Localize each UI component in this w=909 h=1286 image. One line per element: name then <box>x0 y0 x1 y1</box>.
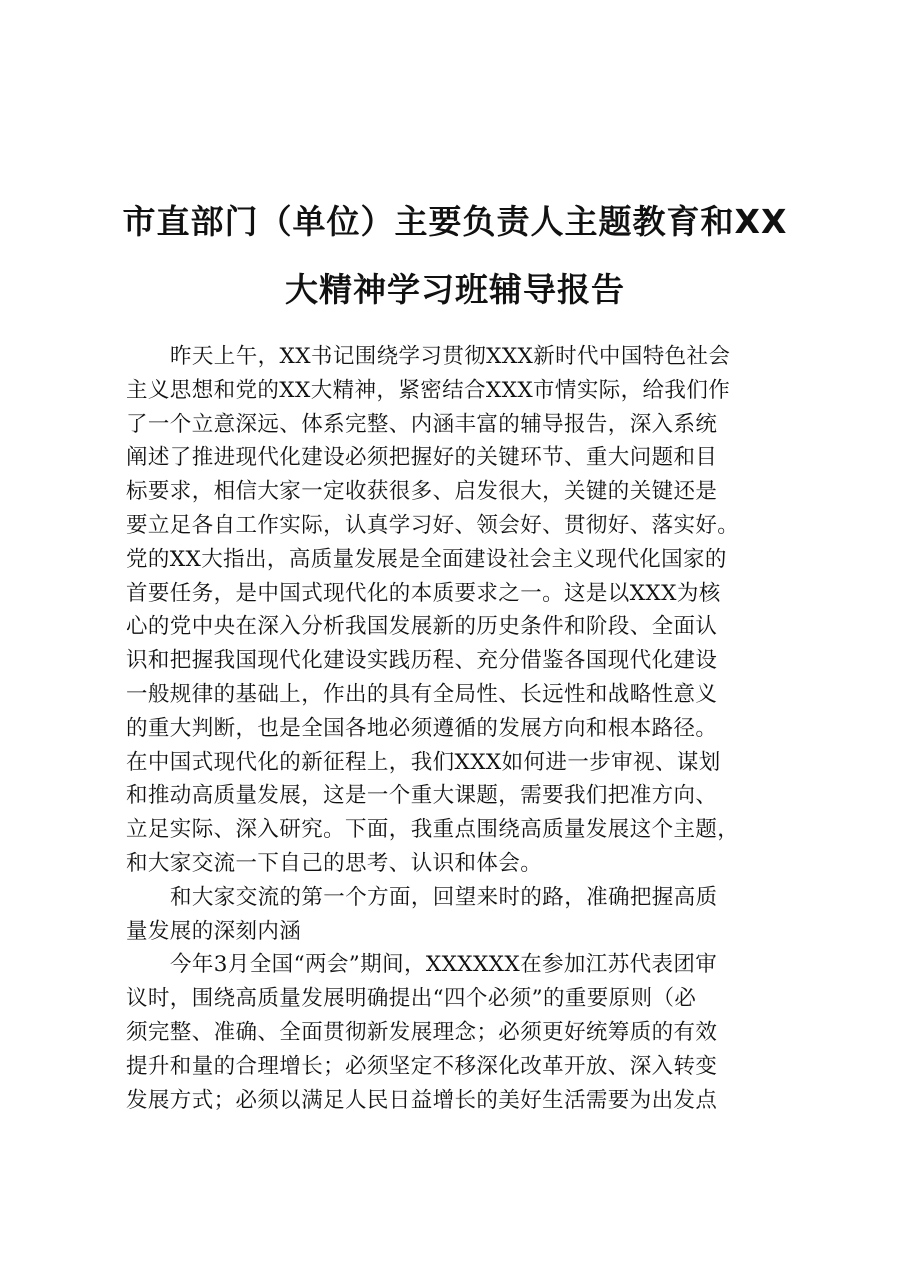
body-line: 昨天上午，XX书记围绕学习贯彻XXX新时代中国特色社会 <box>170 344 731 369</box>
body-line: 和大家交流一下自己的思考、认识和体会。 <box>126 850 543 876</box>
body-line: 须完整、准确、全面贯彻新发展理念；必须更好统筹质的有效 <box>126 1019 718 1045</box>
body-line: 提升和量的合理增长；必须坚定不移深化改革开放、深入转变 <box>126 1053 718 1079</box>
document-title-line-2: 大精神学习班辅导报告 <box>285 270 625 309</box>
body-line: 的重大判断，也是全国各地必须遵循的发展方向和根本路径。 <box>126 715 718 741</box>
body-line: 标要求，相信大家一定收获很多、启发很大，关键的关键还是 <box>126 479 718 505</box>
body-line: 要立足各自工作实际，认真学习好、领会好、贯彻好、落实好。 <box>126 512 740 538</box>
body-line: 首要任务，是中国式现代化的本质要求之一。这是以XXX为核 <box>126 580 721 606</box>
body-line: 主义思想和党的XX大精神，紧密结合XXX市情实际，给我们作 <box>126 377 731 403</box>
body-line: 量发展的深刻内涵 <box>126 918 302 944</box>
body-line: 心的党中央在深入分析我国发展新的历史条件和阶段、全面认 <box>126 614 718 640</box>
body-line: 议时，围绕高质量发展明确提出“四个必须”的重要原则（必 <box>126 986 697 1012</box>
body-line: 党的XX大指出，高质量发展是全面建设社会主义现代化国家的 <box>126 546 727 572</box>
document-body <box>126 340 793 1117</box>
body-line: 发展方式；必须以满足人民日益增长的美好生活需要为出发点 <box>126 1087 718 1113</box>
body-line: 立足实际、深入研究。下面，我重点围绕高质量发展这个主题， <box>126 817 740 843</box>
document-title-line-1: 市直部门（单位）主要负责人主题教育和XX <box>122 202 788 241</box>
body-line: 识和把握我国现代化建设实践历程、充分借鉴各国现代化建设 <box>126 648 718 674</box>
body-line: 一般规律的基础上，作出的具有全局性、长远性和战略性意义 <box>126 681 718 707</box>
body-line: 在中国式现代化的新征程上，我们XXX如何进一步审视、谋划 <box>126 749 721 775</box>
body-line: 和大家交流的第一个方面，回望来时的路，准确把握高质 <box>170 884 718 910</box>
body-line: 和推动高质量发展，这是一个重大课题，需要我们把准方向、 <box>126 783 718 809</box>
body-line: 今年3月全国“两会”期间，XXXXXX在参加江苏代表团审 <box>170 952 718 978</box>
body-line: 阐述了推进现代化建设必须把握好的关键环节、重大问题和目 <box>126 445 718 471</box>
body-line: 了一个立意深远、体系完整、内涵丰富的辅导报告，深入系统 <box>126 411 718 437</box>
